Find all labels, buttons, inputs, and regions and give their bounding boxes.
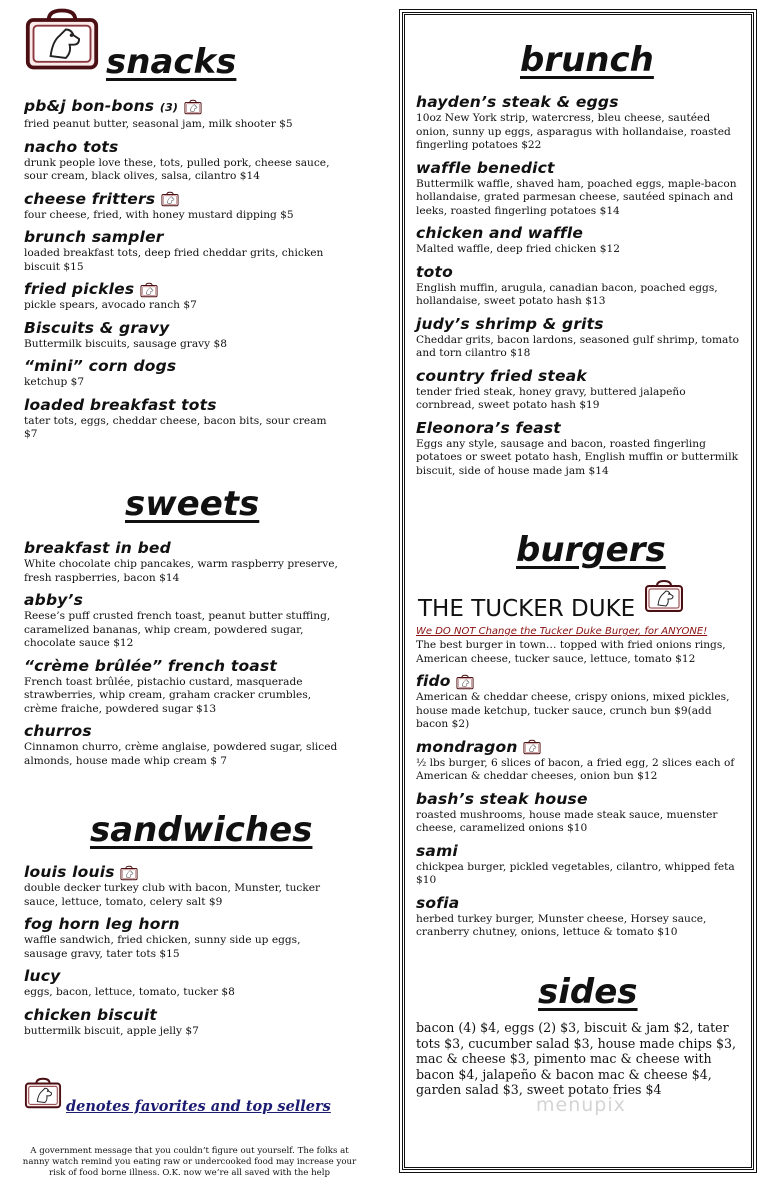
- item-name: chicken and waffle: [416, 224, 584, 242]
- menu-item: [416, 841, 742, 888]
- lunchbox-legend-icon: [24, 1076, 62, 1110]
- favorite-lunchbox-icon: [644, 578, 684, 614]
- item-description: Malted waffle, deep fried chicken $12: [416, 243, 620, 255]
- item-description: buttermilk biscuit, apple jelly $7: [24, 1024, 199, 1037]
- item-name: chicken biscuit: [24, 1005, 158, 1024]
- item-description: English muffin, arugula, canadian bacon, poached eggs, hollandaise, sweet potato hash $13: [416, 281, 718, 307]
- legend-text: denotes favorites and top sellers: [66, 1098, 331, 1115]
- item-name: mondragon: [416, 737, 518, 756]
- item-name: fido: [416, 672, 451, 690]
- burgers-heading: burgers: [516, 530, 666, 570]
- menu-item: [24, 966, 342, 1000]
- menu-item: [416, 366, 742, 413]
- item-name: Eleonora’s feast: [416, 418, 561, 437]
- sides-heading: sides: [538, 972, 638, 1012]
- sandwiches-heading: sandwiches: [90, 810, 313, 850]
- left-column: [22, 0, 357, 1187]
- item-description: chickpea burger, pickled vegetables, cilantro, whipped feta $10: [416, 860, 735, 886]
- item-description: drunk people love these, tots, pulled pork, cheese sauce, sour cream, black olives, salsa, cilantro $14: [24, 156, 330, 182]
- item-name: bash’s steak house: [416, 789, 588, 808]
- watermark: menupix: [536, 1094, 626, 1116]
- item-name: louis louis: [24, 863, 115, 881]
- favorite-lunchbox-icon: [161, 191, 179, 207]
- item-name: judy’s shrimp & grits: [416, 314, 604, 333]
- menu-item: [416, 262, 742, 309]
- favorite-lunchbox-icon: [120, 865, 138, 881]
- item-description: Eggs any style, sausage and bacon, roasted fingerling potatoes or sweet potato hash, English muffin or buttermilk biscuit, side of house made jam $14: [416, 437, 739, 477]
- item-description: roasted mushrooms, house made steak sauce, muenster cheese, caramelized onions $10: [416, 808, 718, 834]
- menu-item: [24, 538, 342, 585]
- item-name: “crème brûlée” french toast: [24, 656, 277, 675]
- item-description: Cheddar grits, bacon lardons, seasoned gulf shrimp, tomato and torn cilantro $18: [416, 333, 739, 359]
- menu-item: [24, 137, 342, 184]
- item-name: cheese fritters: [24, 189, 156, 208]
- item-name: pb&j bon-bons: [24, 97, 155, 115]
- menu-item: [416, 789, 742, 836]
- item-description: herbed turkey burger, Munster cheese, Horsey sauce, cranberry chutney, onions, lettuce & tomato $10: [416, 912, 707, 938]
- favorite-lunchbox-icon: [140, 282, 158, 298]
- item-name: country fried steak: [416, 366, 587, 385]
- menu-item: [24, 279, 342, 313]
- sandwiches-list: [24, 862, 342, 1043]
- disclaimer: A government message that you couldn’t figure out yourself. The folks at nanny watch remind you eating raw or undercooked food may increase your risk of food borne illness. O.K. now we’re all saved with the help: [22, 1146, 357, 1178]
- menu-item: [416, 92, 742, 153]
- item-name: hayden’s steak & eggs: [416, 93, 619, 111]
- tucker-duke-description: The best burger in town… topped with fried onions rings, American cheese, tucker sauce, lettuce, tomato $12: [416, 639, 726, 665]
- item-name: sofia: [416, 893, 460, 912]
- item-description: fried peanut butter, seasonal jam, milk shooter $5: [24, 118, 293, 130]
- menu-item: [416, 314, 742, 361]
- item-description: Reese’s puff crusted french toast, peanut butter stuffing, caramelized bananas, whip cream, powdered sugar, chocolate sauce $12: [24, 610, 331, 649]
- item-description: double decker turkey club with bacon, Munster, tucker sauce, lettuce, tomato, celery salt $9: [24, 882, 321, 908]
- item-name: breakfast in bed: [24, 539, 171, 557]
- item-description: White chocolate chip pancakes, warm raspberry preserve, fresh raspberries, bacon $14: [24, 558, 338, 584]
- menu-item: [416, 893, 742, 940]
- sweets-list: [24, 538, 342, 773]
- menu-item: [24, 227, 342, 274]
- item-description: tater tots, eggs, cheddar cheese, bacon bits, sour cream $7: [24, 414, 327, 440]
- menu-item: [24, 395, 342, 442]
- menu-item: [24, 96, 342, 132]
- item-description: 10oz New York strip, watercress, bleu cheese, sautéed onion, sunny up eggs, asparagus with hollandaise, roasted fingerling potatoes $22: [416, 112, 731, 151]
- menu-item: [416, 223, 742, 257]
- item-description: tender fried steak, honey gravy, buttered jalapeño cornbread, sweet potato hash $19: [416, 385, 686, 411]
- item-name: churros: [24, 722, 92, 740]
- menu-item: [416, 671, 742, 732]
- item-name: nacho tots: [24, 137, 119, 156]
- snacks-heading: snacks: [106, 42, 237, 82]
- tucker-duke-name: THE TUCKER DUKE: [418, 596, 636, 622]
- item-name: “mini” corn dogs: [24, 357, 177, 375]
- item-description: pickle spears, avocado ranch $7: [24, 299, 197, 311]
- item-description: loaded breakfast tots, deep fried cheddar grits, chicken biscuit $15: [24, 247, 324, 273]
- brunch-heading: brunch: [520, 40, 654, 80]
- item-name: Biscuits & gravy: [24, 318, 170, 337]
- menu-item: [24, 318, 342, 352]
- favorite-lunchbox-icon: [523, 739, 541, 755]
- menu-item: [24, 189, 342, 223]
- menu-item: [24, 721, 342, 768]
- sweets-heading: sweets: [125, 484, 260, 524]
- item-name: fog horn leg horn: [24, 915, 180, 933]
- sides-description: bacon (4) $4, eggs (2) $3, biscuit & jam $2, tater tots $3, cucumber salad $3, house made chips $3, mac & cheese $3, pimento mac & cheese with bacon $4, jalapeño & bacon mac & cheese $4, garden salad $3, sweet potato fries $4: [416, 1020, 737, 1098]
- item-name: waffle benedict: [416, 158, 555, 177]
- item-description: Cinnamon churro, crème anglaise, powdered sugar, sliced almonds, house made whip cream $ 7: [24, 741, 338, 767]
- menu-item: [416, 737, 742, 784]
- item-name: toto: [416, 262, 453, 281]
- lunchbox-logo-icon: [24, 6, 100, 72]
- item-description: four cheese, fried, with honey mustard dipping $5: [24, 208, 294, 221]
- item-description: ketchup $7: [24, 376, 85, 388]
- item-description: French toast brûlée, pistachio custard, masquerade strawberries, whip cream, graham cracker crumbles, crème fraiche, powdered sugar $13: [24, 675, 312, 715]
- item-description: American & cheddar cheese, crispy onions, mixed pickles, house made ketchup, tucker sauce, crunch bun $9(add bacon $2): [416, 691, 730, 730]
- item-description: waffle sandwich, fried chicken, sunny side up eggs, sausage gravy, tater tots $15: [24, 934, 301, 960]
- item-description: ½ lbs burger, 6 slices of bacon, a fried egg, 2 slices each of American & cheddar cheeses, onion bun $12: [416, 756, 735, 782]
- tucker-duke-note: We DO NOT Change the Tucker Duke Burger, for ANYONE!: [416, 626, 708, 637]
- menu-item: [24, 914, 342, 961]
- brunch-list: [416, 92, 742, 483]
- item-name: brunch sampler: [24, 228, 164, 246]
- item-name: fried pickles: [24, 280, 135, 298]
- item-description: Buttermilk biscuits, sausage gravy $8: [24, 337, 227, 350]
- favorite-lunchbox-icon: [456, 674, 474, 690]
- menu-item: [24, 862, 342, 909]
- menu-item: [24, 590, 342, 651]
- burgers-list: [416, 671, 742, 945]
- snacks-list: [24, 96, 342, 447]
- item-name: sami: [416, 841, 458, 860]
- menu-item: [24, 1005, 342, 1039]
- menu-item: [416, 158, 742, 219]
- item-description: Buttermilk waffle, shaved ham, poached eggs, maple-bacon hollandaise, grated parmesan cheese, sautéed spinach and leeks, roasted fingerling potatoes $14: [416, 177, 737, 217]
- item-description: eggs, bacon, lettuce, tomato, tucker $8: [24, 986, 235, 998]
- item-name: loaded breakfast tots: [24, 395, 217, 414]
- legend: [24, 1076, 344, 1116]
- favorite-lunchbox-icon: [184, 99, 202, 115]
- item-name: lucy: [24, 967, 61, 985]
- menu-item: [24, 656, 342, 717]
- menu-item: [416, 418, 742, 479]
- menu-item: [24, 356, 342, 390]
- item-name: abby’s: [24, 591, 84, 609]
- item-quantity: (3): [159, 101, 179, 114]
